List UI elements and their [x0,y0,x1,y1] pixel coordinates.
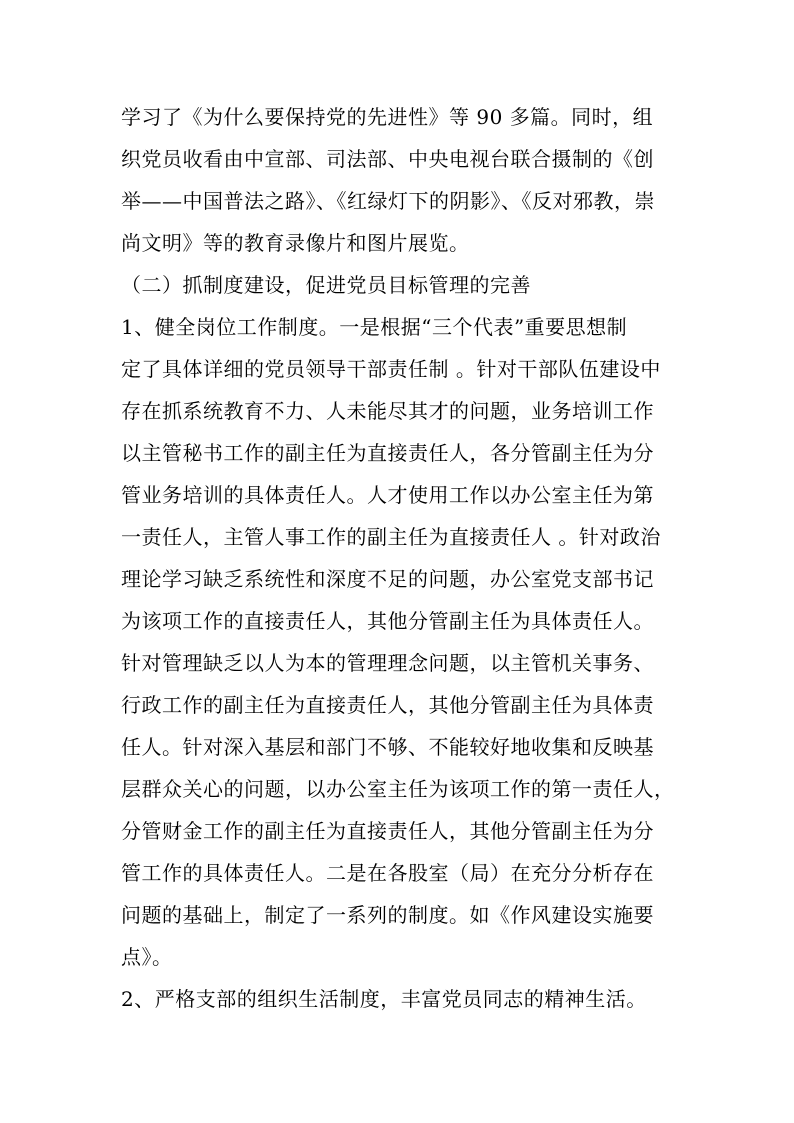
paragraph-line-4: 尚文明》等的教育录像片和图片展览。 [121,231,470,255]
paragraph-line-16: 任人。针对深入基层和部门不够、不能较好地收集和反映基 [121,735,654,759]
paragraph-line-11: 一责任人，主管人事工作的副主任为直接责任人 。针对政治 [121,525,661,549]
paragraph-line-17: 层群众关心的问题，以办公室主任为该项工作的第一责任人， [121,777,675,801]
paragraph-line-6: 1、健全岗位工作制度。一是根据“三个代表”重要思想制 [121,315,628,339]
paragraph-line-14: 针对管理缺乏以人为本的管理理念问题，以主管机关事务、 [121,651,654,675]
section-heading: （二）抓制度建设，促进党员目标管理的完善 [121,273,531,297]
paragraph-line-18: 分管财金工作的副主任为直接责任人，其他分管副主任为分 [121,819,654,843]
paragraph-line-15: 行政工作的副主任为直接责任人，其他分管副主任为具体责 [121,693,654,717]
paragraph-line-3: 举——中国普法之路》、《红绿灯下的阴影》、《反对邪教，崇 [121,189,655,213]
paragraph-line-9: 以主管秘书工作的副主任为直接责任人，各分管副主任为分 [121,441,654,465]
paragraph-line-1: 学习了《为什么要保持党的先进性》等 90 多篇。同时，组 [121,105,654,129]
paragraph-line-19: 管工作的具体责任人。二是在各股室（局）在充分分析存在 [121,861,654,885]
paragraph-line-13: 为该项工作的直接责任人，其他分管副主任为具体责任人。 [121,609,654,633]
paragraph-line-21: 点》。 [121,945,173,969]
paragraph-line-7: 定了具体详细的党员领导干部责任制 。针对干部队伍建设中 [121,357,661,381]
paragraph-line-20: 问题的基础上，制定了一系列的制度。如《作风建设实施要 [121,903,654,927]
paragraph-line-2: 织党员收看由中宣部、司法部、中央电视台联合摄制的《创 [121,147,654,171]
paragraph-line-10: 管业务培训的具体责任人。人才使用工作以办公室主任为第 [121,483,654,507]
paragraph-line-22: 2、严格支部的组织生活制度，丰富党员同志的精神生活。 [121,987,647,1011]
paragraph-line-8: 存在抓系统教育不力、人未能尽其才的问题，业务培训工作 [121,399,654,423]
paragraph-line-12: 理论学习缺乏系统性和深度不足的问题，办公室党支部书记 [121,567,654,591]
